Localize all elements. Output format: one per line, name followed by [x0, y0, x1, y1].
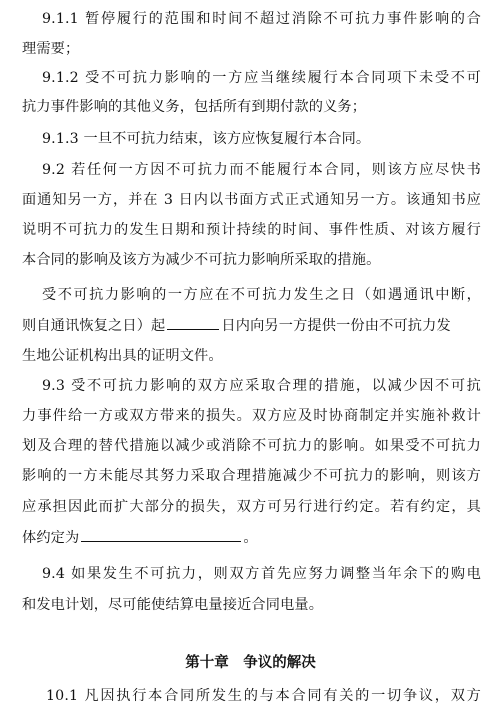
clause-9-1-1-line-1: 9.1.1 暂停履行的范围和时间不超过消除不可抗力事件影响的合	[42, 11, 481, 27]
notice-line-2-end: 日内向另一方提供一份由不可抗力发	[221, 318, 451, 334]
clause-9-4-line-2: 和发电计划，尽可能使结算电量接近合同电量。	[22, 597, 324, 613]
days-blank-field[interactable]	[167, 315, 219, 330]
clause-9-2-notice-line-2	[0, 315, 501, 337]
clause-9-2-notice-line-3: 生地公证机构出具的证明文件。	[22, 348, 223, 364]
clause-9-2-line-3: 说明不可抗力的发生日期和预计持续的时间、事件性质、对该方履行	[22, 222, 481, 238]
agreement-line-end: 。	[243, 530, 258, 546]
clause-9-1-2-line-2: 抗力事件影响的其他义务，包括所有到期付款的义务；	[22, 99, 367, 115]
clause-9-3-line-3: 划及合理的替代措施以减少或消除不可抗力的影响。如果受不可抗力	[22, 438, 481, 454]
clause-9-1-1-line-2: 理需要；	[22, 41, 80, 57]
clause-9-2-notice-line-1: 受不可抗力影响的一方应在不可抗力发生之日（如遇通讯中断，	[42, 287, 481, 303]
clause-9-3-line-1: 9.3 受不可抗力影响的双方应采取合理的措施，以减少因不可抗	[42, 378, 481, 394]
clause-10-1-line-1: 10.1 凡因执行本合同所发生的与本合同有关的一切争议，双方	[46, 688, 481, 704]
clause-9-1-3-line-1: 9.1.3 一旦不可抗力结束，该方应恢复履行本合同。	[42, 131, 371, 147]
agreement-line-start: 体约定为	[22, 530, 80, 546]
clause-9-3-line-2: 力事件给一方或双方带来的损失。双方应及时协商制定并实施补救计	[22, 408, 481, 424]
clause-9-3-line-5: 应承担因此而扩大部分的损失，双方可另行进行约定。若有约定，具	[22, 499, 481, 515]
clause-9-3-line-6	[0, 527, 501, 549]
clause-9-2-line-1: 9.2 若任何一方因不可抗力而不能履行本合同，则该方应尽快书	[42, 162, 481, 178]
notice-line-2-start: 则自通讯恢复之日）起	[22, 318, 166, 334]
chapter-10-heading: 第十章 争议的解决	[185, 655, 316, 671]
clause-9-4-line-1: 9.4 如果发生不可抗力，则双方首先应努力调整当年余下的购电	[42, 566, 481, 582]
clause-9-3-line-4: 影响的一方未能尽其努力采取合理措施减少不可抗力的影响，则该方	[22, 468, 481, 484]
agreement-blank-field[interactable]	[81, 527, 241, 542]
clause-9-1-2-line-1: 9.1.2 受不可抗力影响的一方应当继续履行本合同项下未受不可	[42, 70, 481, 86]
clause-9-2-line-4: 本合同的影响及该方为减少不可抗力影响所采取的措施。	[22, 252, 381, 268]
clause-9-2-line-2: 面通知另一方，并在 3 日内以书面方式正式通知另一方。该通知书应	[22, 192, 481, 208]
